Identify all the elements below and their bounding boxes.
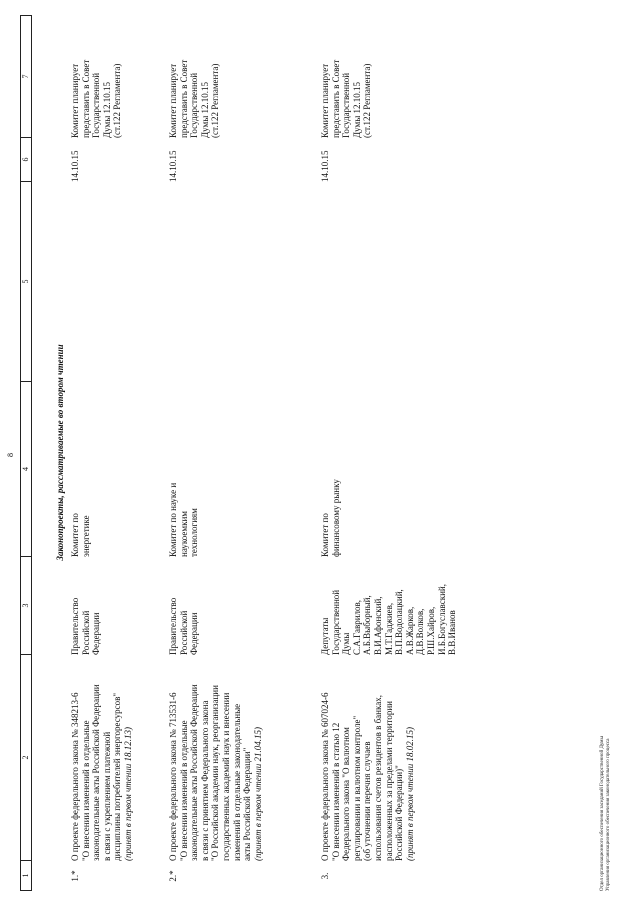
bill-description-line: законодательные акты Российской Федерации: [189, 684, 200, 861]
note-line: Государственной: [91, 72, 102, 138]
bill-description-line: использования счетов резидентов в банках,: [372, 695, 383, 861]
note-line: представить в Совет: [178, 59, 189, 138]
column-header-row: [20, 15, 32, 891]
note-line: (ст.122 Регламента): [112, 63, 123, 138]
committee-line: финансовому рынку: [330, 479, 341, 557]
row-number: 1.*: [70, 870, 80, 882]
initiator-line: Федерации: [91, 612, 102, 655]
note-line: (ст.122 Регламента): [362, 63, 373, 138]
note-line: (ст.122 Регламента): [210, 63, 221, 138]
column-header-3: 3: [21, 556, 31, 654]
column-header-4: 4: [21, 381, 31, 556]
note-line: представить в Совет: [330, 59, 341, 138]
bill-cell: [320, 655, 415, 861]
note-cell: [320, 17, 373, 138]
bill-title: О проекте федерального закона № 607024-6: [320, 692, 330, 861]
initiator-line: Р.Ш.Хайров,: [425, 606, 436, 655]
committee-line: наукоемким: [178, 511, 189, 557]
first-reading-note: (принят в первом чтении 21.04.15): [252, 727, 263, 861]
column-header-1: 1: [21, 860, 31, 890]
note-line: Комитет планирует: [70, 63, 80, 138]
note-line: Думы 12.10.15: [101, 81, 112, 138]
first-reading-note: (принят в первом чтении 18.12.13): [122, 727, 133, 861]
initiator-line: А.Б.Выборный,: [362, 595, 373, 655]
bill-title: О проекте федерального закона № 348213-6: [70, 692, 80, 861]
bill-description-line: регулировании и валютном контроле": [351, 715, 362, 861]
page-number: 8: [6, 453, 15, 457]
date-cell: 14.10.15: [168, 150, 178, 182]
note-line: Думы 12.10.15: [199, 81, 210, 138]
initiator-line: В.И.Афонский,: [372, 596, 383, 655]
bill-description-line: "О Российской академии наук, реорганизации: [210, 685, 221, 861]
bill-description-line: Российской Федерации)": [394, 765, 405, 861]
bill-description-line: в связи с укреплением платежной: [101, 731, 112, 861]
date-cell: 14.10.15: [320, 150, 330, 182]
initiator-line: Российской: [178, 610, 189, 655]
initiator-cell: [70, 557, 102, 655]
committee-line: Комитет по: [320, 513, 330, 557]
note-cell: [70, 17, 123, 138]
note-line: Государственной: [189, 72, 200, 138]
bill-cell: [70, 655, 134, 861]
initiator-line: С.А.Гаврилов,: [351, 599, 362, 655]
bill-description-line: "О внесении изменений в статью 12: [330, 722, 341, 861]
committee-line: Комитет по: [70, 513, 80, 557]
bill-description-line: Федерального закона "О валютном: [341, 727, 352, 861]
bill-description-line: (об уточнении перечня случаев: [362, 741, 373, 861]
section-title: Законопроекты, рассматриваемые во втором чтении: [55, 344, 65, 561]
bill-title: О проекте федерального закона № 713531-6: [168, 692, 178, 861]
note-line: Думы 12.10.15: [351, 81, 362, 138]
committee-cell: [320, 382, 341, 557]
initiator-line: Государственной: [330, 589, 341, 655]
initiator-line: Правительство: [168, 597, 178, 655]
note-line: Государственной: [341, 72, 352, 138]
initiator-line: И.Б.Богуславский,: [436, 584, 447, 655]
column-header-2: 2: [21, 654, 31, 860]
footer-line: Управления организационного обеспечения законодательного процесса: [606, 738, 611, 891]
initiator-cell: [168, 557, 200, 655]
initiator-line: Российской: [80, 610, 91, 655]
initiator-line: Думы: [341, 632, 352, 655]
bill-description-line: в связи с принятием Федерального закона: [199, 700, 210, 861]
note-line: представить в Совет: [80, 59, 91, 138]
initiator-line: Депутаты: [320, 617, 330, 655]
note-line: Комитет планирует: [168, 63, 178, 138]
bill-description-line: дисциплины потребителей энергоресурсов": [112, 692, 123, 861]
committee-cell: [70, 382, 91, 557]
bill-description-line: акты Российской Федерации": [242, 747, 253, 861]
note-cell: [168, 17, 221, 138]
committee-line: технологиям: [189, 508, 200, 557]
column-header-5: 5: [21, 181, 31, 381]
page-footer: [600, 736, 612, 891]
row-number: 2.*: [168, 870, 178, 882]
bill-description-line: государственных академий наук и внесении: [220, 692, 231, 861]
row-number: 3.: [320, 872, 330, 880]
bill-description-line: "О внесении изменений в отдельные: [80, 720, 91, 861]
bill-description-line: законодательные акты Российской Федерации: [91, 684, 102, 861]
committee-line: Комитет по науке и: [168, 482, 178, 557]
initiator-line: Правительство: [70, 597, 80, 655]
initiator-line: М.Т.Гаджиев,: [383, 602, 394, 655]
initiator-line: В.П.Водолацкий,: [394, 589, 405, 655]
initiator-line: А.В.Жарков,: [404, 606, 415, 655]
bill-cell: [168, 655, 263, 861]
bill-description-line: "О внесении изменений в отдельные: [178, 720, 189, 861]
committee-cell: [168, 382, 200, 557]
column-header-7: 7: [21, 74, 30, 79]
note-line: Комитет планирует: [320, 63, 330, 138]
footer-line: Отдел организационного обеспечения заседаний Государственной Думы: [600, 736, 605, 891]
bill-description-line: расположенных за пределами территории: [383, 701, 394, 861]
first-reading-note: (принят в первом чтении 18.02.15): [404, 727, 415, 861]
bill-description-line: изменений в отдельные законодательные: [231, 703, 242, 861]
column-header-6: 6: [21, 137, 31, 181]
committee-line: энергетике: [80, 515, 91, 557]
date-cell: 14.10.15: [70, 150, 80, 182]
initiator-cell: [320, 557, 458, 655]
initiator-line: Федерации: [189, 612, 200, 655]
initiator-line: Д.В.Волков,: [415, 608, 426, 655]
initiator-line: В.В.Иванов: [447, 610, 458, 655]
